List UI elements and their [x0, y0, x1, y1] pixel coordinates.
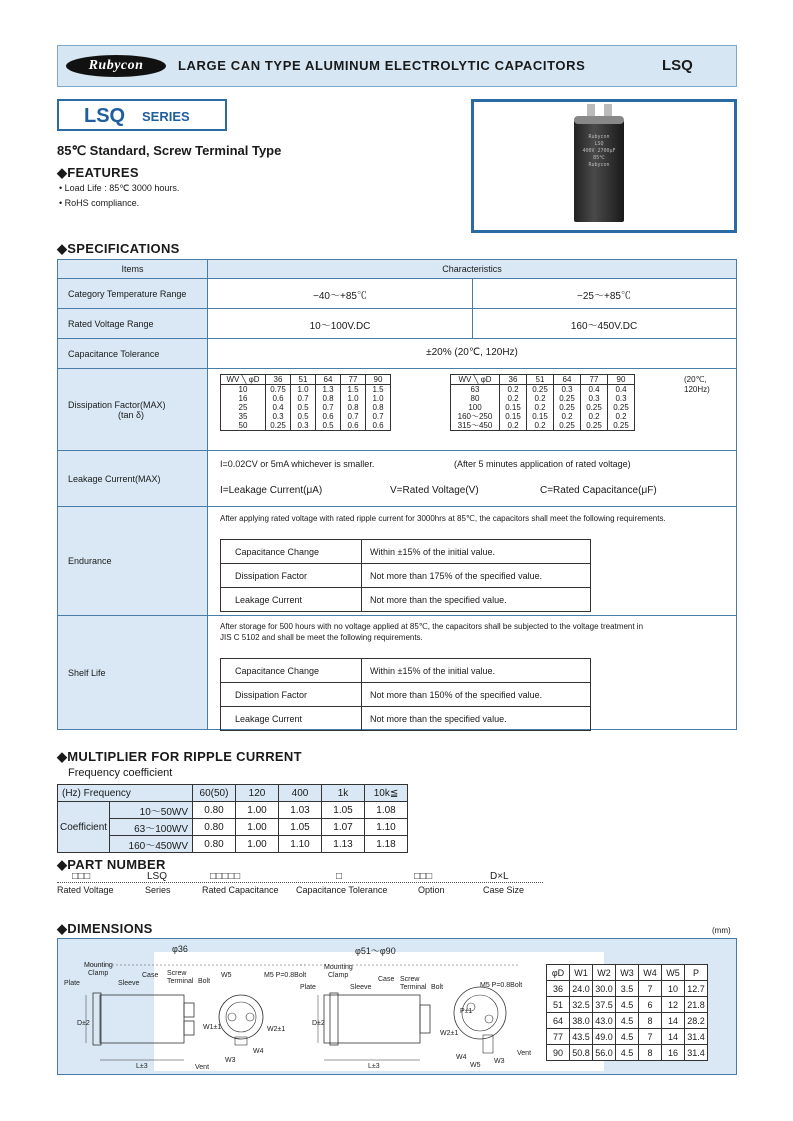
spec-row-endurance	[58, 507, 736, 616]
drawing-title-large: φ51～φ90	[355, 946, 396, 956]
req-row	[221, 588, 591, 612]
voltage-right: 160～450V.DC	[570, 321, 638, 332]
dim-cell: 4.5	[616, 1045, 639, 1061]
df-cell: 0.6	[341, 421, 366, 431]
coef-cell: 1.00	[236, 802, 279, 819]
df-row	[451, 385, 635, 395]
coef-cell: 1.05	[279, 819, 322, 836]
temp-right: −25～+85℃	[577, 291, 631, 302]
req-value: Within ±15% of the initial value.	[362, 540, 591, 564]
coef-cell: 1.10	[279, 836, 322, 853]
req-item: Leakage Current	[221, 707, 362, 731]
df-cell: 0.25	[581, 421, 608, 431]
df-cell: 50	[221, 421, 266, 431]
marking-line: Rubycon	[588, 162, 610, 168]
dim-cell: 8	[639, 1013, 662, 1029]
req-value: Not more than 175% of the specified value.	[362, 564, 591, 588]
dissipation-label: Dissipation Factor(MAX)	[68, 399, 166, 410]
df-row	[451, 394, 635, 403]
freq-cell: 120	[236, 785, 279, 802]
leakage-def-c: C=Rated Capacitance(μF)	[540, 485, 657, 496]
df-cell: 64	[554, 375, 581, 385]
capacitor-top	[574, 116, 624, 124]
leakage-def-i: I=Leakage Current(μA)	[220, 485, 323, 496]
dim-header-cell: W4	[639, 965, 662, 981]
req-item: Capacitance Change	[221, 540, 362, 564]
df-cell: 0.3	[554, 385, 581, 395]
df-cell: 0.3	[291, 421, 316, 431]
leakage-def-v: V=Rated Voltage(V)	[390, 485, 479, 496]
df-cell: 16	[221, 394, 266, 403]
spec-row-dissipation	[58, 369, 736, 451]
dissipation-label-cell	[58, 369, 208, 450]
dissipation-label2: (tan δ)	[118, 409, 145, 420]
coef-cell: 0.80	[193, 836, 236, 853]
dim-cell: 3.5	[616, 981, 639, 997]
label-sleeve-2: Sleeve	[350, 984, 372, 991]
coef-cell: 1.00	[236, 836, 279, 853]
coef-cell: 0.80	[193, 802, 236, 819]
df-cell: 0.2	[500, 385, 527, 395]
dim-cell: 4.5	[616, 1013, 639, 1029]
label-w1: W1±1	[203, 1024, 222, 1031]
df-cell: 0.25	[527, 385, 554, 395]
label-sleeve: Sleeve	[118, 980, 140, 987]
coef-cell: 1.07	[322, 819, 365, 836]
df-cell: 0.8	[366, 403, 391, 412]
shelf-label: Shelf Life	[58, 616, 208, 729]
label-w4: W4	[253, 1048, 264, 1055]
dim-cell: 14	[662, 1029, 685, 1045]
pn-label-voltage: Rated Voltage	[57, 885, 114, 895]
df-cell: 1.5	[366, 385, 391, 395]
pn-label-tolerance: Capacitance Tolerance	[296, 885, 388, 895]
header-code: LSQ	[662, 57, 693, 74]
req-row	[221, 659, 591, 683]
label-mounting-2: Mounting	[324, 964, 353, 971]
df-cell: 80	[451, 394, 500, 403]
dim-cell: 49.0	[593, 1029, 616, 1045]
df-cell: 51	[291, 375, 316, 385]
dim-cell: 64	[547, 1013, 570, 1029]
df-cell: 0.2	[527, 403, 554, 412]
coef-label: Coefficient	[58, 802, 110, 853]
df-cell: 0.2	[500, 421, 527, 431]
label-mounting: Mounting	[84, 962, 113, 969]
mult-header-row	[58, 785, 408, 802]
freq-cell: 60(50)	[193, 785, 236, 802]
coef-cell: 1.13	[322, 836, 365, 853]
req-row	[221, 540, 591, 564]
multiplier-table	[57, 784, 408, 853]
freq-cell: 400	[279, 785, 322, 802]
df-cell: 35	[221, 412, 266, 421]
dim-header-cell: φD	[547, 965, 570, 981]
df-row	[221, 394, 391, 403]
df-cell: 1.0	[291, 385, 316, 395]
df-cell: 0.3	[266, 412, 291, 421]
brand-logo: Rubycon	[66, 55, 166, 77]
df-cell: 0.7	[366, 412, 391, 421]
df-cell: 90	[366, 375, 391, 385]
series-suffix: SERIES	[142, 109, 190, 124]
df-cell: 51	[527, 375, 554, 385]
df-row	[451, 412, 635, 421]
subtitle: 85℃ Standard, Screw Terminal Type	[57, 143, 282, 158]
df-cell: 0.4	[608, 385, 635, 395]
freq-cell: 10k≦	[365, 785, 408, 802]
part-number-heading: ◆PART NUMBER	[57, 857, 166, 872]
df-cell: 0.3	[581, 394, 608, 403]
df-cell: 0.25	[554, 394, 581, 403]
features-heading: ◆FEATURES	[57, 165, 139, 180]
dim-cell: 16	[662, 1045, 685, 1061]
df-cell: 25	[221, 403, 266, 412]
df-cell: 36	[500, 375, 527, 385]
shelf-text1: After storage for 500 hours with no voltage applied at 85℃, the capacitors shall be subjected to the voltage treatment in	[220, 622, 644, 631]
label-terminal: Terminal	[167, 978, 194, 985]
df-cell: WV ╲ φD	[451, 375, 500, 385]
wv-cell: 63～100WV	[110, 819, 193, 836]
pn-code-voltage: □□□	[72, 871, 91, 882]
dim-header-cell: W5	[662, 965, 685, 981]
pn-label-series: Series	[145, 885, 171, 895]
df-cell: 0.25	[554, 403, 581, 412]
dim-cell: 21.8	[685, 997, 708, 1013]
coef-cell: 1.00	[236, 819, 279, 836]
pn-code-capacitance: □□□□□	[210, 871, 241, 882]
dim-cell: 51	[547, 997, 570, 1013]
df-cell: 1.3	[316, 385, 341, 395]
df-header-row	[221, 375, 391, 385]
df-cell: 77	[341, 375, 366, 385]
df-cell: WV ╲ φD	[221, 375, 266, 385]
shelf-text2: JIS C 5102 and shall be meet the following requirements.	[220, 633, 423, 642]
df-cell: 0.15	[527, 412, 554, 421]
dim-cell: 12.7	[685, 981, 708, 997]
df-cell: 0.15	[500, 403, 527, 412]
df-cell: 0.25	[608, 403, 635, 412]
temp-label: Category Temperature Range	[58, 279, 208, 308]
df-cell: 1.5	[341, 385, 366, 395]
spec-header-row	[58, 260, 736, 279]
tolerance-label: Capacitance Tolerance	[58, 339, 208, 368]
specifications-heading: ◆SPECIFICATIONS	[57, 241, 180, 256]
pn-label-size: Case Size	[483, 885, 525, 895]
coef-cell: 0.80	[193, 819, 236, 836]
dim-cell: 31.4	[685, 1045, 708, 1061]
pn-code-size: D×L	[490, 871, 509, 882]
freq-label: (Hz) Frequency	[58, 785, 193, 802]
req-row	[221, 707, 591, 731]
df-table-high	[450, 374, 635, 431]
spec-row-leakage	[58, 451, 736, 507]
coef-cell: 1.05	[322, 802, 365, 819]
dim-header-cell: W3	[616, 965, 639, 981]
label-bolt-2: Bolt	[431, 984, 444, 991]
req-item: Dissipation Factor	[221, 564, 362, 588]
df-cell: 0.6	[366, 421, 391, 431]
label-l3-2: L±3	[368, 1063, 380, 1070]
label-w2-2: W2±1	[440, 1030, 459, 1037]
dim-cell: 14	[662, 1013, 685, 1029]
mult-row	[58, 836, 408, 853]
df-cell: 100	[451, 403, 500, 412]
capacitor-markings	[578, 134, 620, 169]
label-plate-2: Plate	[300, 984, 316, 991]
df-cell: 0.7	[291, 394, 316, 403]
df-cell: 0.2	[554, 412, 581, 421]
label-vent-2: Vent	[517, 1050, 532, 1057]
label-bolt: Bolt	[198, 978, 211, 985]
dim-cell: 31.4	[685, 1029, 708, 1045]
req-item: Dissipation Factor	[221, 683, 362, 707]
dimensions-heading: ◆DIMENSIONS	[57, 921, 153, 936]
coef-cell: 1.10	[365, 819, 408, 836]
mult-row	[58, 802, 408, 819]
dim-cell: 32.5	[570, 997, 593, 1013]
df-cell: 0.4	[266, 403, 291, 412]
dim-cell: 6	[639, 997, 662, 1013]
dim-cell: 8	[639, 1045, 662, 1061]
df-cell: 1.0	[366, 394, 391, 403]
df-condition-note: (20℃, 120Hz)	[684, 375, 710, 394]
dim-cell: 7	[639, 981, 662, 997]
dim-row	[547, 1029, 708, 1045]
dim-header-cell: W2	[593, 965, 616, 981]
leakage-note: (After 5 minutes application of rated voltage)	[454, 459, 631, 469]
voltage-label: Rated Voltage Range	[58, 309, 208, 338]
dim-cell: 4.5	[616, 997, 639, 1013]
marking-line: 400V 2700μF	[582, 148, 616, 154]
df-cell: 64	[316, 375, 341, 385]
pn-underline	[57, 882, 543, 883]
dimensions-table	[546, 964, 708, 1061]
df-cell: 90	[608, 375, 635, 385]
drawing-title-small: φ36	[172, 944, 188, 954]
df-cell: 36	[266, 375, 291, 385]
df-cell: 0.2	[500, 394, 527, 403]
pn-code-series: LSQ	[147, 871, 168, 882]
feature-text: Load Life : 85℃ 3000 hours.	[64, 183, 180, 193]
dim-cell: 56.0	[593, 1045, 616, 1061]
df-row	[451, 421, 635, 431]
label-screw: Screw	[167, 970, 187, 977]
shelf-requirements	[220, 658, 591, 731]
df-row	[221, 412, 391, 421]
df-cell: 0.7	[341, 412, 366, 421]
df-cell: 0.25	[266, 421, 291, 431]
mult-row	[58, 819, 408, 836]
df-cell: 0.7	[316, 403, 341, 412]
pn-label-option: Option	[418, 885, 445, 895]
endurance-requirements	[220, 539, 591, 612]
coef-cell: 1.18	[365, 836, 408, 853]
label-terminal-2: Terminal	[400, 984, 427, 991]
df-cell: 63	[451, 385, 500, 395]
dim-row	[547, 981, 708, 997]
df-row	[221, 403, 391, 412]
label-screw-2: Screw	[400, 976, 420, 983]
multiplier-sub: Frequency coefficient	[68, 767, 173, 779]
label-m5: M5 P=0.8Bolt	[264, 972, 307, 979]
tolerance-value: ±20% (20℃, 120Hz)	[426, 347, 518, 358]
req-value: Not more than the specified value.	[362, 707, 591, 731]
wv-cell: 160～450WV	[110, 836, 193, 853]
spec-row-tolerance	[58, 339, 736, 369]
label-clamp-2: Clamp	[328, 972, 349, 979]
df-row	[451, 403, 635, 412]
marking-line: LSQ	[594, 141, 604, 147]
req-value: Not more than 150% of the specified value.	[362, 683, 591, 707]
df-table-low	[220, 374, 391, 431]
req-row	[221, 683, 591, 707]
leakage-formula: I=0.02CV or 5mA whichever is smaller.	[220, 459, 375, 469]
df-cell: 0.2	[608, 412, 635, 421]
df-cell: 1.0	[341, 394, 366, 403]
df-cell: 0.25	[554, 421, 581, 431]
feature-item: • Load Life : 85℃ 3000 hours.	[59, 183, 180, 193]
label-case-2: Case	[378, 976, 395, 983]
dim-header-row	[547, 965, 708, 981]
df-cell: 0.6	[316, 412, 341, 421]
leakage-label: Leakage Current(MAX)	[58, 451, 208, 506]
dim-cell: 90	[547, 1045, 570, 1061]
df-cell: 77	[581, 375, 608, 385]
header-title: LARGE CAN TYPE ALUMINUM ELECTROLYTIC CAPACITORS	[178, 58, 586, 73]
voltage-left: 10～100V.DC	[309, 321, 371, 332]
label-p1: P±1	[460, 1008, 473, 1015]
pn-code-option: □□□	[414, 871, 433, 882]
freq-cell: 1k	[322, 785, 365, 802]
df-cell: 0.25	[581, 403, 608, 412]
label-w5-2: W5	[470, 1062, 481, 1069]
dim-cell: 36	[547, 981, 570, 997]
df-cell: 10	[221, 385, 266, 395]
page-header	[57, 45, 737, 87]
dim-cell: 24.0	[570, 981, 593, 997]
req-item: Capacitance Change	[221, 659, 362, 683]
df-header-row	[451, 375, 635, 385]
col-items: Items	[58, 260, 208, 278]
df-cell: 0.5	[291, 412, 316, 421]
spec-row-voltage	[58, 309, 736, 339]
label-d2: D±2	[77, 1020, 90, 1027]
label-vent: Vent	[195, 1064, 210, 1071]
df-cell: 0.25	[608, 421, 635, 431]
df-cell: 0.8	[341, 403, 366, 412]
dim-header-cell: P	[685, 965, 708, 981]
feature-item: • RoHS compliance.	[59, 198, 140, 208]
marking-line: Rubycon	[588, 134, 610, 140]
feature-text: RoHS compliance.	[64, 198, 140, 208]
dim-row	[547, 997, 708, 1013]
req-value: Not more than the specified value.	[362, 588, 591, 612]
series-name: LSQ	[84, 105, 126, 127]
label-w3-2: W3	[494, 1058, 505, 1065]
dim-cell: 12	[662, 997, 685, 1013]
temp-left: −40～+85℃	[313, 291, 367, 302]
dim-header-cell: W1	[570, 965, 593, 981]
df-cell: 160～250	[451, 412, 500, 421]
df-cell: 0.75	[266, 385, 291, 395]
label-m5-2: M5 P=0.8Bolt	[480, 982, 523, 989]
df-cell: 0.8	[316, 394, 341, 403]
dim-cell: 30.0	[593, 981, 616, 997]
label-w4-2: W4	[456, 1054, 467, 1061]
label-clamp: Clamp	[88, 970, 109, 977]
wv-cell: 10～50WV	[110, 802, 193, 819]
dim-cell: 28.2	[685, 1013, 708, 1029]
dim-row	[547, 1045, 708, 1061]
df-cell: 0.2	[581, 412, 608, 421]
pn-code-tolerance: □	[336, 871, 343, 882]
dim-cell: 4.5	[616, 1029, 639, 1045]
df-cell: 0.5	[291, 403, 316, 412]
specifications-table	[57, 259, 737, 730]
df-cell: 315～450	[451, 421, 500, 431]
dim-cell: 38.0	[570, 1013, 593, 1029]
pn-label-capacitance: Rated Capacitance	[202, 885, 279, 895]
product-photo	[471, 99, 737, 233]
dim-cell: 43.0	[593, 1013, 616, 1029]
label-plate: Plate	[64, 980, 80, 987]
dim-cell: 43.5	[570, 1029, 593, 1045]
req-row	[221, 564, 591, 588]
spec-row-shelf	[58, 616, 736, 729]
col-characteristics: Characteristics	[442, 264, 502, 274]
dim-row	[547, 1013, 708, 1029]
spec-row-temp	[58, 279, 736, 309]
coef-cell: 1.03	[279, 802, 322, 819]
marking-line: 85℃	[593, 155, 605, 161]
dim-cell: 10	[662, 981, 685, 997]
df-row	[221, 385, 391, 395]
req-value: Within ±15% of the initial value.	[362, 659, 591, 683]
label-l3: L±3	[136, 1063, 148, 1070]
endurance-label: Endurance	[58, 507, 208, 615]
df-cell: 0.15	[500, 412, 527, 421]
df-cell: 0.4	[581, 385, 608, 395]
req-item: Leakage Current	[221, 588, 362, 612]
endurance-text: After applying rated voltage with rated ripple current for 3000hrs at 85℃, the capacitors shall meet the following requirements.	[220, 514, 666, 523]
df-cell: 0.3	[608, 394, 635, 403]
dim-cell: 50.8	[570, 1045, 593, 1061]
multiplier-heading: ◆MULTIPLIER FOR RIPPLE CURRENT	[57, 749, 302, 764]
label-w5: W5	[221, 972, 232, 979]
label-w2: W2±1	[267, 1026, 286, 1033]
df-cell: 0.2	[527, 394, 554, 403]
label-w3: W3	[225, 1057, 236, 1064]
df-row	[221, 421, 391, 431]
df-cell: 0.6	[266, 394, 291, 403]
label-case: Case	[142, 972, 159, 979]
series-box	[57, 99, 227, 131]
df-cell: 0.2	[527, 421, 554, 431]
dim-cell: 7	[639, 1029, 662, 1045]
df-cell: 0.5	[316, 421, 341, 431]
dimensions-unit: (mm)	[712, 926, 731, 935]
dim-cell: 37.5	[593, 997, 616, 1013]
coef-cell: 1.08	[365, 802, 408, 819]
dim-cell: 77	[547, 1029, 570, 1045]
label-d2-2: D±2	[312, 1020, 325, 1027]
